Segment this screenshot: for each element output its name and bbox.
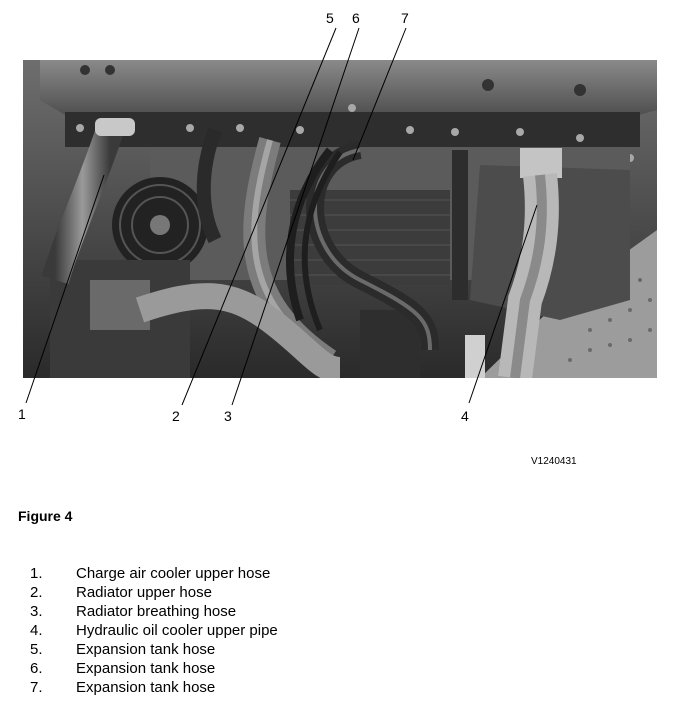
legend-item (30, 622, 278, 641)
callout-number-1: 1 (18, 406, 26, 422)
legend-number: 7. (30, 679, 43, 696)
legend-label: Expansion tank hose (76, 660, 216, 677)
legend-item (30, 679, 278, 698)
legend-number: 2. (30, 584, 43, 601)
callout-number-2: 2 (172, 408, 180, 424)
legend-item (30, 584, 278, 603)
legend-label: Expansion tank hose (76, 679, 216, 696)
legend-number: 1. (30, 565, 43, 582)
figure-legend (30, 565, 278, 698)
legend-number: 5. (30, 641, 43, 658)
legend-label: Radiator upper hose (76, 584, 212, 601)
legend-number: 6. (30, 660, 43, 677)
legend-label: Expansion tank hose (76, 641, 216, 658)
callout-number-5: 5 (326, 10, 334, 26)
callout-number-3: 3 (224, 408, 232, 424)
legend-number: 4. (30, 622, 43, 639)
callout-number-4: 4 (461, 408, 469, 424)
legend-item (30, 660, 278, 679)
legend-item (30, 641, 278, 660)
figure-title: Figure 4 (18, 508, 73, 524)
legend-item (30, 603, 278, 622)
legend-label: Hydraulic oil cooler upper pipe (76, 622, 278, 639)
legend-label: Charge air cooler upper hose (76, 565, 271, 582)
legend-number: 3. (30, 603, 43, 620)
callout-number-6: 6 (352, 10, 360, 26)
legend-label: Radiator breathing hose (76, 603, 237, 620)
callout-number-7: 7 (401, 10, 409, 26)
legend-item (30, 565, 278, 584)
image-reference-code: V1240431 (531, 456, 577, 467)
